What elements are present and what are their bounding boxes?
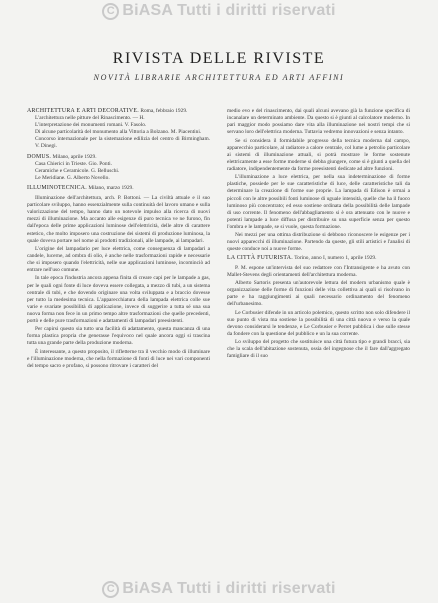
watermark-text: BiASA Tutti i diritti riservati: [122, 580, 336, 597]
article-line: Le Meridiane. G. Alberto Novello.: [35, 174, 110, 181]
body-paragraph: Le Corbusier difende in un articolo polemico, questo scritto non solo difendere il suo punto di vista ma sostiene la possibilità di una città nuova e verso la quale devono considerarsi le tendenze, e Le Corbusier e Perret pubblica i due sulle stesse da fondere con la questione del pubblico e un la sua corrente.: [227, 309, 410, 337]
journal-entry: [27, 185, 210, 192]
article-line: L'interpretazione dei monumenti romani. V. Fasolo.: [35, 122, 147, 129]
journal-issue: Milano, marzo 1929.: [87, 184, 134, 191]
journal-issue: Milano, aprile 1929.: [51, 153, 97, 160]
journal-entry: [227, 255, 410, 262]
body-paragraph: L'origine del lampadario per luce elettrica, come conseguenza di lampadari a candele, lucerne, ad ombra di olio, è anche nelle trasformazioni rapide e necessarie che si imposero quando l'elettricità, nelle sue applicazioni luminose, incominciò ad entrare nell'uso comune.: [27, 245, 210, 274]
journal-issue: Torino, anno I, numero 1, aprile 1929.: [292, 254, 377, 261]
journal-name: DOMUS.: [27, 153, 52, 160]
article-line: Casa Chierici in Trieste. Gio. Ponti.: [35, 160, 112, 167]
body-paragraph: medio evo e del rinascimento, dai quali alcuni avevano già la funzione specifica di incanalare un determinato ambiente. Da questo si è giunti al calcolatore moderno. In pari maggior modo possiamo dare vita alla illuminazione nei nostri tempi che si servano loro dell'elettrica moderna. Tuttavia vedremo innovazioni e senza intanto.: [227, 108, 410, 136]
body-paragraph: Nei mezzi per una ottima distribuzione si debbono riconoscere le esigenze per i nuovi apparecchi di illuminazione. Partendo da queste, gli stili artistici e l'analisi di queste conduce noi a nuove forme.: [227, 232, 410, 253]
journal-entry: [27, 154, 210, 182]
watermark-text: BiASA Tutti i diritti riservati: [122, 2, 336, 19]
watermark-bottom: [0, 580, 438, 598]
article-line: Concorso internazionale per la sistemazione edilizia del centro di Birmingham. V. Dinegi.: [35, 136, 210, 150]
journal-name: LA CITTÀ FUTURISTA.: [227, 254, 293, 261]
journal-name: ILLUMINOTECNICA.: [27, 184, 88, 191]
article-line: L'architettura nelle pitture del Rinascimento. — H.: [35, 115, 145, 122]
journal-entry: [27, 108, 210, 151]
body-paragraph: Alberto Sartoris presenta un'autorevole lettura del modern urbanismo quale è organizzazione delle forme di funzioni delle vita collettiva ai quali si risolvano in parte e ha raggiungimenti ai quali necessario ordinamento del fenomeno dell'urbanesimo.: [227, 280, 410, 308]
body-paragraph: Lo sviluppo del progetto che sostituisce una città futura tipo e grandi bracci, sia che la scala dell'abitazione sostenuta, ossia del ingegnose che il fare dall'aggregato famigliare di il suo: [227, 339, 410, 360]
body-paragraph: P. M. espone un'intervista del suo redattore con l'Intransigente e ha avuto con Mallet-Stevens degli orientamenti dell'architettura moderna.: [227, 264, 410, 278]
journal-name: ARCHITETTURA E ARTI DECORATIVE.: [27, 108, 140, 114]
body-paragraph: Illuminazione dell'architettura, arch. P. Bottoni. — La civiltà attuale e il suo particolare sviluppo, hanno essenzialmente sulla continuità del lavoro umano e sulla valorizzazione del tempo, hanno dato un notevole impulso alla ricerca di nuovi mezzi di illuminazione. Ma accanto alle esigenze di puro tecnica ve ne furono, fin dall'epoca delle prime applicazioni luminose dell'elettricità, delle altre di carattere estetico, che molto imposero una costruzione dei sistemi di produzione luminosa, la quale doveva portare nel nome ai prodotti tradizionali, alle lampade, ai lampadari.: [27, 195, 210, 244]
watermark-top: [0, 2, 438, 20]
left-column: [27, 108, 210, 371]
copyright-icon: C: [102, 581, 119, 598]
body-paragraph: Se si considera il formidabile progresso della tecnica moderna dal campo, apparecchio particolare, al radiatore a calore centrale, col lume a petrolio particolare ai sistemi di illuminazione attuali, si potrà mostrare le forme sostenute elettricamente a esse forme moderne si debba giungere, come si è giunti a quella del radiatore, indipendentemente da forme preesistenti dedicate ad altre funzioni.: [227, 137, 410, 172]
article-line: Ceramiche e Ceramicole. G. Belluschi.: [35, 167, 120, 174]
article-line: Di alcune particolarità del monumento alla Vittoria a Bolzano. M. Piacentini.: [35, 129, 202, 136]
body-paragraph: Per capirsi questo sia tutto una facilità di adattamento, questa mancanza di una forma plastica propria che generasse l'equivoco nel quale ancora oggi si trascina tutta una grande parte della produzione moderna.: [27, 326, 210, 347]
page-subtitle: NOVITÀ LIBRARIE ARCHITETTURA ED ARTI AFFINI: [93, 73, 345, 82]
page-title: RIVISTA DELLE RIVISTE: [112, 50, 326, 67]
copyright-icon: C: [102, 3, 119, 20]
body-paragraph: È interessante, a questo proposito, il rifletterne tra il vecchio modo di illuminare e l'illuminazione moderna, che nella formazione di fonti di luce nei vari componenti del tempo sacro e profano, si possono ritrovare i caratteri del: [27, 348, 210, 369]
journal-issue: Roma, febbraio 1929.: [139, 108, 188, 114]
body-paragraph: L'illuminazione a luce elettrica, per nella sua indeterminazione di forme plastiche, possiede per le sue caratteristiche di luce, delle caratteristiche tali da determinare la creazione di forme sue proprie. La lampada di Edison è ormai a piccoli con le altre possibili fonti luminose di uguale intensità, quelle che ha il fuoco luminoso più concentrato; ed esso sostiene ordinata della possibilità delle lampade di uso corrente. Il fenomeno dell'abbagliamento si è ora attenuato con le nuove e potenti lampade a luce diffusa per distribuire su una superficie senza per questo l'ombra e le lampade, se si vuole, questa formazione.: [227, 174, 410, 230]
right-column: [227, 108, 410, 362]
body-paragraph: In tale epoca l'industria ancora appena finita di creare capi per le lampade a gas, per le quali ogni fonte di luce doveva essere collegata, a mezzo di tubi, a un sistema centrale di tubi, e che dovendo originare una volta sviluppata e a braccio dovesse per tutto la medesima tecnica. L'apparecchiatura della lampada elettrica colle sue varie e svariate possibilità di applicazione, invece di suggerire a tutta sé una sua nuova forma non fece in un primo tempo altre trasformazioni che quelle precedenti, portò e delle pure trasformazioni e adattamenti di lampadari preesistenti.: [27, 275, 210, 324]
